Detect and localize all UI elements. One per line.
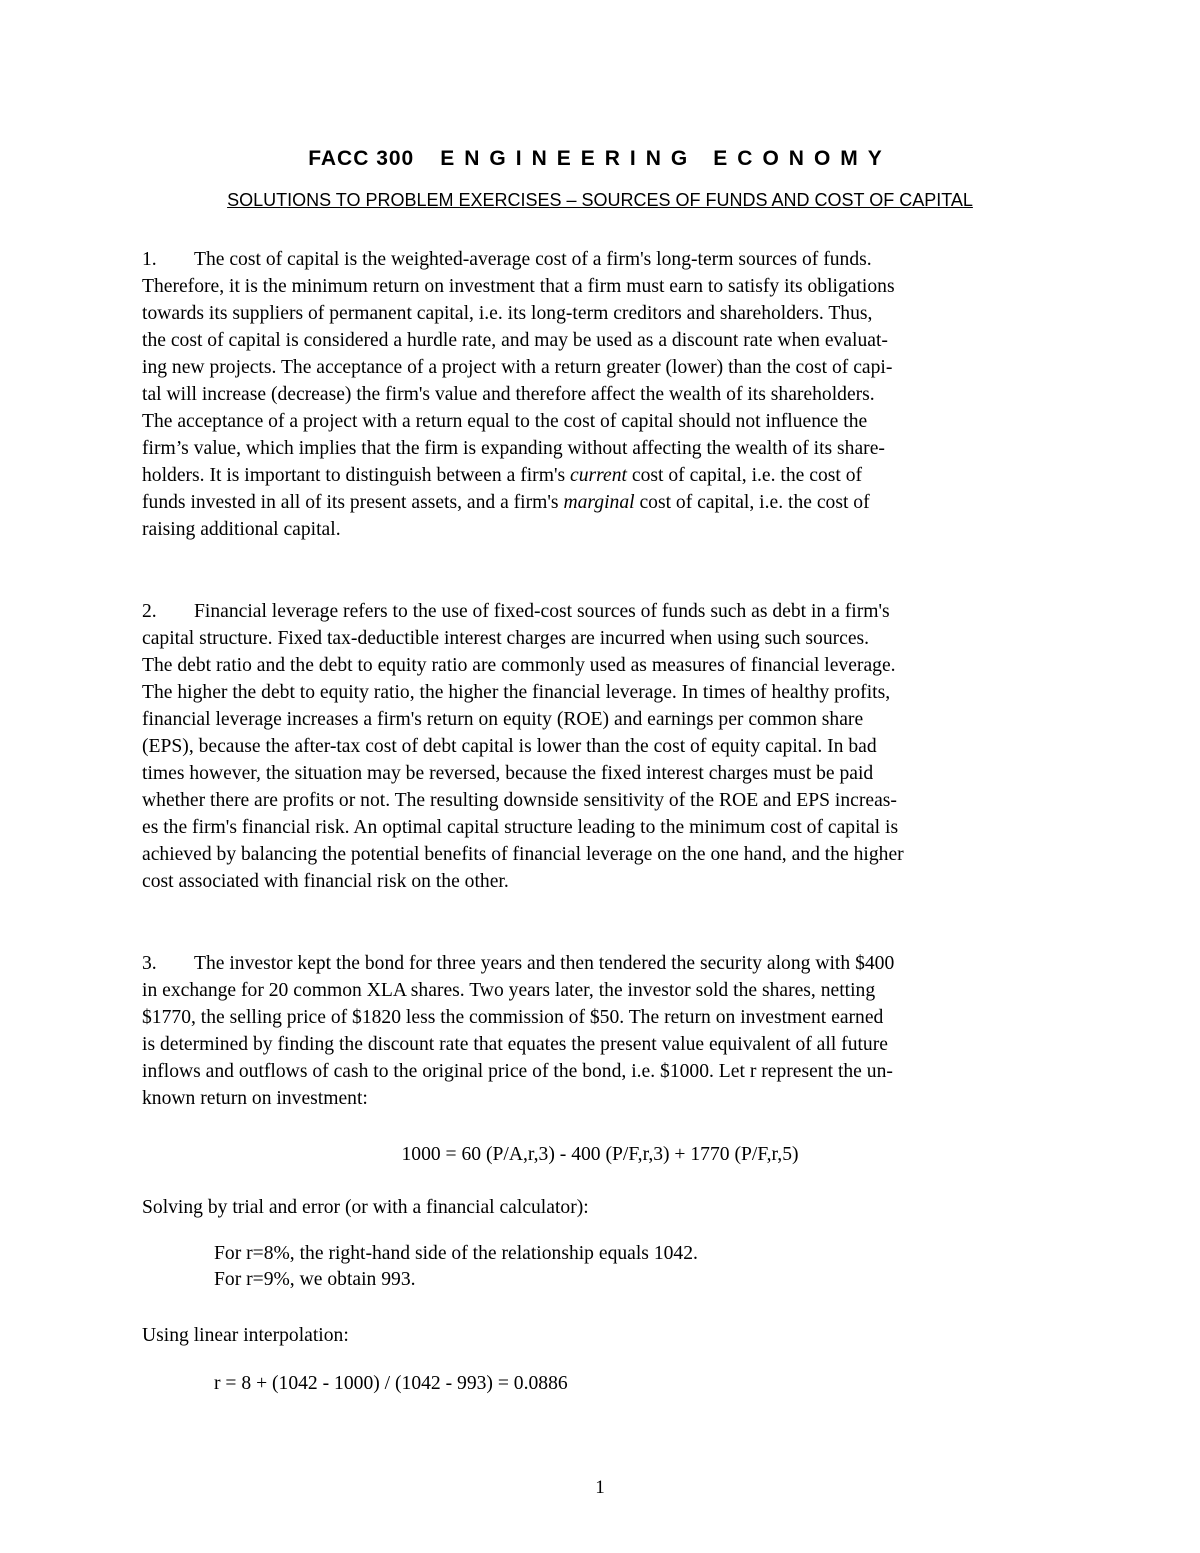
problem-3-line: in exchange for 20 common XLA shares. Two years later, the investor sold the shares, netting <box>142 980 876 1001</box>
problem-2-line <box>142 598 1067 625</box>
problem-3-line <box>142 950 1067 977</box>
problem-1-line: tal will increase (decrease) the firm's value and therefore affect the wealth of its shareholders. <box>142 384 875 405</box>
problem-1-line: The acceptance of a project with a return equal to the cost of capital should not influence the <box>142 411 868 432</box>
problem-1-line: the cost of capital is considered a hurdle rate, and may be used as a discount rate when evaluat- <box>142 330 888 351</box>
problem-1-text: The cost of capital is the weighted-average cost of a firm's long-term sources of funds. <box>194 249 872 270</box>
problem-1-line: raising additional capital. <box>142 519 341 540</box>
page-title <box>0 146 1200 172</box>
problem-2 <box>142 598 1067 895</box>
interpolation-equation: r = 8 + (1042 - 1000) / (1042 - 993) = 0.0886 <box>214 1373 568 1394</box>
page-number: 1 <box>595 1477 605 1498</box>
trial-9-percent: For r=9%, we obtain 993. <box>214 1269 416 1290</box>
problem-1-number: 1. <box>142 249 157 270</box>
problem-3 <box>142 950 1067 1112</box>
problem-1-text: cost of capital, i.e. the cost of <box>634 492 870 513</box>
problem-2-line: times however, the situation may be reversed, because the fixed interest charges must be paid <box>142 763 874 784</box>
problem-2-line: cost associated with financial risk on the other. <box>142 871 509 892</box>
title-word-economy: ECONOMY <box>713 147 892 170</box>
course-code: FACC 300 <box>308 147 415 170</box>
problem-2-line: achieved by balancing the potential benefits of financial leverage on the one hand, and the higher <box>142 844 904 865</box>
problem-1-line: towards its suppliers of permanent capital, i.e. its long-term creditors and shareholders. Thus, <box>142 303 873 324</box>
problem-2-text: Financial leverage refers to the use of fixed-cost sources of funds such as debt in a firm's <box>194 601 890 622</box>
problem-1-line: firm’s value, which implies that the firm is expanding without affecting the wealth of its share- <box>142 438 885 459</box>
problem-1 <box>142 246 1067 543</box>
title-word-engineering: ENGINEERING <box>440 147 698 170</box>
emphasis-current: current <box>570 465 627 486</box>
problem-3-text: The investor kept the bond for three years and then tendered the security along with $400 <box>194 953 895 974</box>
solving-text: Solving by trial and error (or with a financial calculator): <box>142 1197 589 1218</box>
problem-2-line: The higher the debt to equity ratio, the higher the financial leverage. In times of healthy profits, <box>142 682 891 703</box>
problem-2-number: 2. <box>142 601 157 622</box>
problem-3-line: inflows and outflows of cash to the original price of the bond, i.e. $1000. Let r represent the un- <box>142 1061 893 1082</box>
problem-3-line: $1770, the selling price of $1820 less the commission of $50. The return on investment earned <box>142 1007 884 1028</box>
problem-2-line: whether there are profits or not. The resulting downside sensitivity of the ROE and EPS increas- <box>142 790 897 811</box>
trial-8-percent: For r=8%, the right-hand side of the relationship equals 1042. <box>214 1243 698 1264</box>
problem-2-line: financial leverage increases a firm's return on equity (ROE) and earnings per common share <box>142 709 864 730</box>
problem-1-text: funds invested in all of its present assets, and a firm's <box>142 492 564 513</box>
problem-3-line: known return on investment: <box>142 1088 368 1109</box>
problem-1-text: holders. It is important to distinguish between a firm's <box>142 465 571 486</box>
problem-2-line: (EPS), because the after-tax cost of debt capital is lower than the cost of equity capital. In bad <box>142 736 877 757</box>
emphasis-marginal: marginal <box>563 492 635 513</box>
problem-1-line <box>142 246 1067 273</box>
problem-2-line: es the firm's financial risk. An optimal capital structure leading to the minimum cost of capital is <box>142 817 899 838</box>
problem-1-line <box>142 462 1067 489</box>
problem-1-text: cost of capital, i.e. the cost of <box>626 465 863 486</box>
problem-1-line: ing new projects. The acceptance of a project with a return greater (lower) than the cost of capi- <box>142 357 893 378</box>
problem-1-line <box>142 489 1067 516</box>
problem-1-line: Therefore, it is the minimum return on investment that a firm must earn to satisfy its obligations <box>142 276 895 297</box>
interpolation-label: Using linear interpolation: <box>142 1325 349 1346</box>
problem-3-line: is determined by finding the discount rate that equates the present value equivalent of all future <box>142 1034 888 1055</box>
problem-3-number: 3. <box>142 953 157 974</box>
page-subtitle: SOLUTIONS TO PROBLEM EXERCISES – SOURCES OF FUNDS AND COST OF CAPITAL <box>227 190 973 210</box>
bond-equation: 1000 = 60 (P/A,r,3) - 400 (P/F,r,3) + 1770 (P/F,r,5) <box>401 1144 799 1165</box>
problem-2-line: The debt ratio and the debt to equity ratio are commonly used as measures of financial leverage. <box>142 655 896 676</box>
problem-2-line: capital structure. Fixed tax-deductible interest charges are incurred when using such sources. <box>142 628 870 649</box>
